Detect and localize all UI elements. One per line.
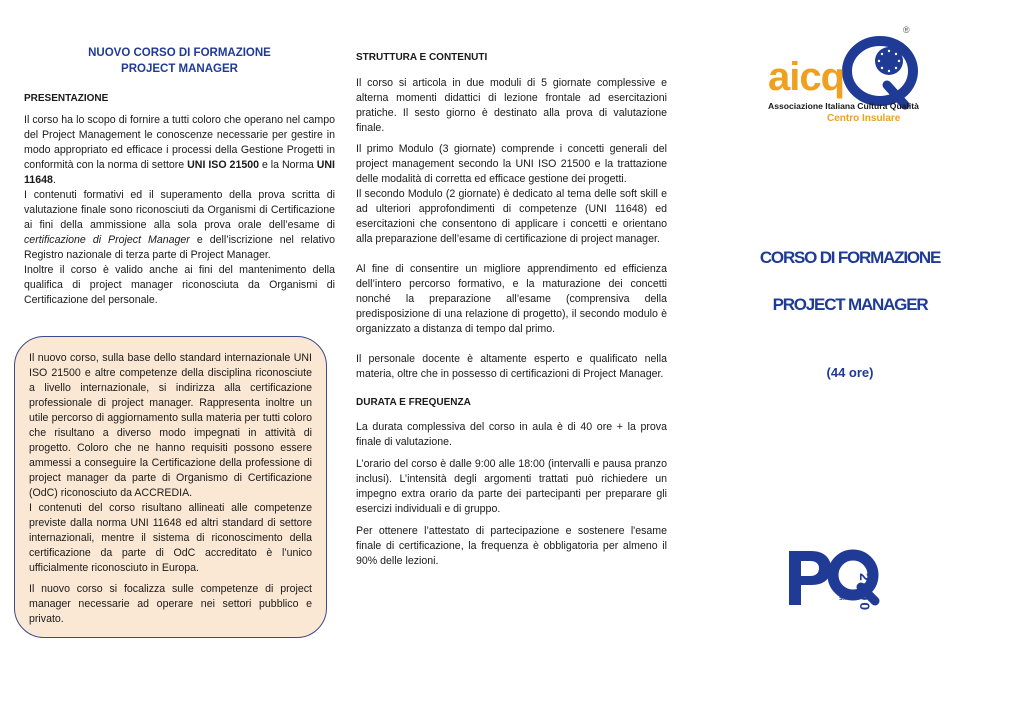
title-line-2: PROJECT MANAGER bbox=[121, 63, 238, 75]
aicq-registered-mark: ® bbox=[903, 25, 910, 35]
course-hours: (44 ore) bbox=[826, 365, 874, 380]
aicq-centro: Centro Insulare bbox=[827, 113, 901, 124]
durata-paragraph-1: La durata complessiva del corso in aula è di 40 ore + la prova finale di valutazione. bbox=[356, 421, 667, 448]
box-paragraph-3: Il nuovo corso si focalizza sulle competenze di project manager necessarie ad operare nei settori pubblico e privato. bbox=[29, 583, 312, 625]
middle-column bbox=[356, 0, 667, 569]
pq-emblem-icon bbox=[785, 545, 905, 615]
course-subtitle: PROJECT MANAGER bbox=[772, 295, 928, 314]
pq-srl-label: s.r.l bbox=[839, 595, 852, 602]
struttura-paragraph-5: Il personale docente è altamente esperto e qualificato nella materia, oltre che in possesso di certificazioni di Project Manager. bbox=[356, 353, 667, 380]
presentazione-paragraph-2 bbox=[24, 188, 335, 263]
presentazione-heading: PRESENTAZIONE bbox=[24, 93, 109, 104]
durata-paragraph-2: L’orario del corso è dalle 9:00 alle 18:00 (intervalli e pausa pranzo inclusi). L’intensità degli argomenti trattati può richiedere un impegno extra orario da parte dei partecipanti per preparare gli esercizi individuali e di gruppo. bbox=[356, 458, 667, 515]
presentazione-paragraph-3: Inoltre il corso è valido anche ai fini del mantenimento della qualifica di project manager riconosciuta da Organismi di Certificazione del personale. bbox=[24, 264, 335, 306]
box-paragraph-1: Il nuovo corso, sulla base dello standard internazionale UNI ISO 21500 e altre competenze della disciplina riconosciute a livello internazionale, si indirizza alla certificazione professionale di project manager. Rappresenta inoltre un utile percorso di aggiornamento sulla materia per tutti coloro che risultano a diverso modo impegnati in attività di progetto. Coloro che ne hanno requisiti possono essere ammessi a conseguire la Certificazione della professione di project manager da parte di Organismo di Certificazione (OdC) riconosciuto da ACCREDIA. bbox=[29, 352, 312, 499]
p1-bold-uni-iso: UNI ISO 21500 bbox=[187, 159, 260, 171]
struttura-paragraph-1: Il corso si articola in due moduli di 5 giornate complessive e alterna momenti didattici di lezione frontale ad esercitazioni pratiche. Il sesto giorno è destinato alla prova di valutazione finale. bbox=[356, 77, 667, 134]
course-title: CORSO DI FORMAZIONE bbox=[759, 248, 941, 267]
struttura-paragraph-4: Al fine di consentire un migliore apprendimento ed efficienza dell’intero percorso formativo, e la maturazione dei concetti nonché la preparazione all’esame (comprensiva della predisposizione di una relazione di progetto), il secondo modulo è organizzato a distanza di tempo dal primo. bbox=[356, 263, 667, 335]
pq-year-label: 2000 bbox=[857, 573, 873, 613]
highlight-box bbox=[14, 336, 327, 638]
aicq-wordmark: aicq bbox=[768, 55, 845, 99]
struttura-paragraph-3: Il secondo Modulo (2 giornate) è dedicato al tema delle soft skill e ad ulteriori approfondimenti di competenze (UNI 11648) ed esercitazioni che consentono di applicare i concetti e orientano alla preparazione dell’esame di certificazione di project manager. bbox=[356, 188, 667, 245]
title-line-1: NUOVO CORSO DI FORMAZIONE bbox=[88, 47, 271, 59]
p1-bold-uni-11648: UNI 11648 bbox=[24, 159, 335, 186]
p2-text-c: e dell’iscrizione nel relativo Registro nazionale di terza parte di Project Manager. bbox=[24, 234, 336, 261]
struttura-heading: STRUTTURA E CONTENUTI bbox=[356, 52, 488, 63]
durata-heading: DURATA E FREQUENZA bbox=[356, 397, 471, 408]
p1-text-c: e la Norma bbox=[259, 159, 317, 171]
p2-text-a: I contenuti formativi ed il superamento della prova scritta di valutazione finale sono riconosciuti da Organismi di Certificazione ai fini della ammissione alla sola prova orale dell’esame di bbox=[24, 189, 335, 231]
aicq-full-name: Associazione Italiana Cultura Qualità bbox=[768, 101, 919, 111]
durata-paragraph-3: Per ottenere l’attestato di partecipazione e sostenere l'esame finale di certificazione, la frequenza è obbligatoria per almeno il 90% delle lezioni. bbox=[356, 525, 667, 567]
column-title bbox=[24, 45, 335, 77]
left-column bbox=[24, 0, 335, 308]
pq2000-logo bbox=[785, 545, 905, 615]
box-paragraph-2: I contenuti del corso risultano allineati alle competenze previste dalla norma UNI 11648 ed altri standard di settore internazionali, mentre il sistema di riconoscimento della certificazione da parte di OdC accreditato è l’unico ufficialmente riconosciuto in Europa. bbox=[29, 502, 312, 574]
p1-text-e: . bbox=[52, 174, 56, 186]
p1-text-a: Il corso ha lo scopo di fornire a tutti coloro che operano nel campo del Project Management le conoscenze necessarie per gestire in modo appropriato ed efficace i processi della Gestione Progetti in conformità con la norma di settore bbox=[24, 114, 335, 171]
presentazione-paragraph-1 bbox=[24, 113, 335, 188]
p2-italic: certificazione di Project Manager bbox=[24, 234, 190, 246]
struttura-paragraph-2: Il primo Modulo (3 giornate) comprende i concetti generali del project management secondo la UNI ISO 21500 e la trattazione delle modalità di corretta ed efficace gestione dei progetti. bbox=[356, 143, 667, 185]
aicq-logo bbox=[765, 25, 925, 130]
